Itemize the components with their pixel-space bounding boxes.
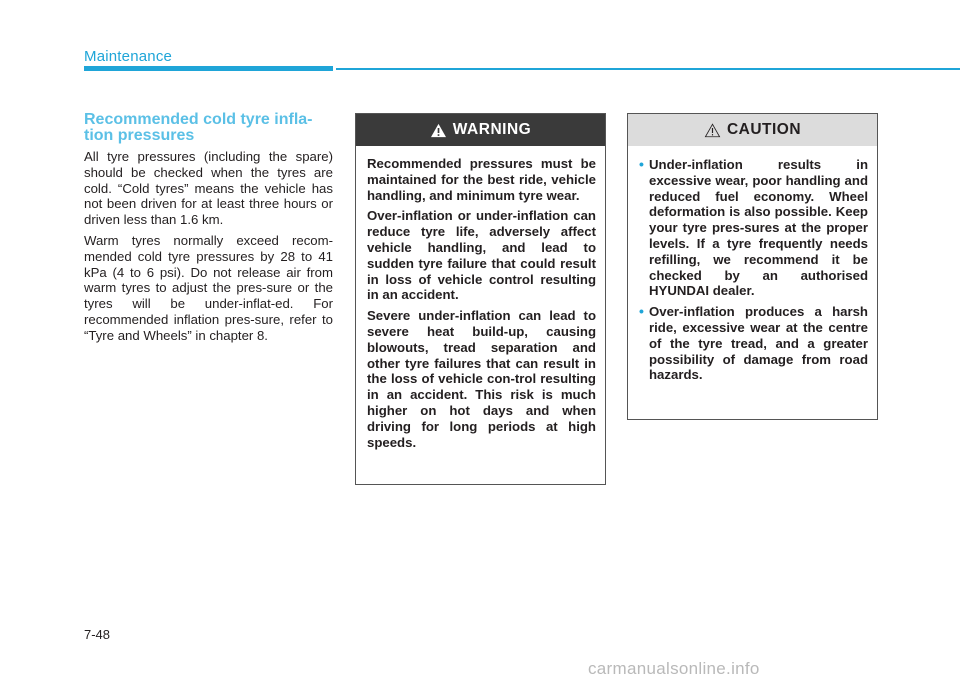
bullet-icon: • xyxy=(639,156,644,172)
caution-item-text: Under-inflation results in excessive wear, poor handling and reduced fuel economy. Wheel deformation is also possible. Keep your tyre pres-sures at the proper levels. If a tyre frequently needs refilling, we recommend it be checked by an authorised HYUNDAI dealer. xyxy=(649,157,868,299)
caution-header xyxy=(628,114,877,146)
article-heading xyxy=(84,112,334,144)
warning-box xyxy=(355,113,606,485)
caution-triangle-icon xyxy=(704,123,721,138)
caution-box xyxy=(627,113,878,420)
section-title: Maintenance xyxy=(84,48,173,65)
bullet-icon: • xyxy=(639,303,644,320)
article-paragraph: All tyre pressures (including the spare) should be checked when the tyres are cold. “Cold tyres” means the vehicle has not been driven for at least three hours or driven less than 1.6 km. xyxy=(84,149,333,228)
warning-paragraph: Recommended pressures must be maintained for the best ride, vehicle handling, and minimum tyre wear. xyxy=(367,156,596,203)
header-rule-thin xyxy=(336,68,960,70)
caution-item xyxy=(639,157,868,299)
warning-header xyxy=(356,114,605,146)
article-paragraph: Warm tyres normally exceed recom-mended cold tyre pressures by 28 to 41 kPa (4 to 6 psi). Do not release air from warm tyres to adjust the pres-sure or the tyres will be under-inflat-ed. For recommended inflation pres-sure, refer to “Tyre and Wheels” in chapter 8. xyxy=(84,232,333,343)
warning-paragraph: Over-inflation or under-inflation can reduce tyre life, adversely affect vehicle handling, and lead to sudden tyre failure that could result in loss of vehicle control resulting in an accident. xyxy=(367,208,596,303)
page-number: 7-48 xyxy=(84,627,111,642)
header-rule-thick xyxy=(84,66,333,71)
article-body xyxy=(84,149,333,349)
caution-item-text: Over-inflation produces a harsh ride, excessive wear at the centre of the tyre tread, and a greater possibility of damage from road hazards. xyxy=(649,304,868,383)
watermark: carmanualsonline.info xyxy=(588,659,760,678)
heading-line-1: Recommended cold tyre infla- xyxy=(84,111,313,128)
caution-body xyxy=(628,146,877,383)
heading-line-2: tion pressures xyxy=(84,127,195,144)
caution-item xyxy=(639,304,868,383)
caution-title: CAUTION xyxy=(726,121,802,138)
warning-paragraph: Severe under-inflation can lead to severe heat build-up, causing blowouts, tread separation and other tyre failures that can result in the loss of vehicle con-trol resulting in an accident. This risk is much higher on hot days and when driving for long periods at high speeds. xyxy=(367,308,596,450)
warning-triangle-icon xyxy=(430,123,447,138)
warning-title: WARNING xyxy=(452,121,532,138)
warning-body xyxy=(356,146,605,450)
